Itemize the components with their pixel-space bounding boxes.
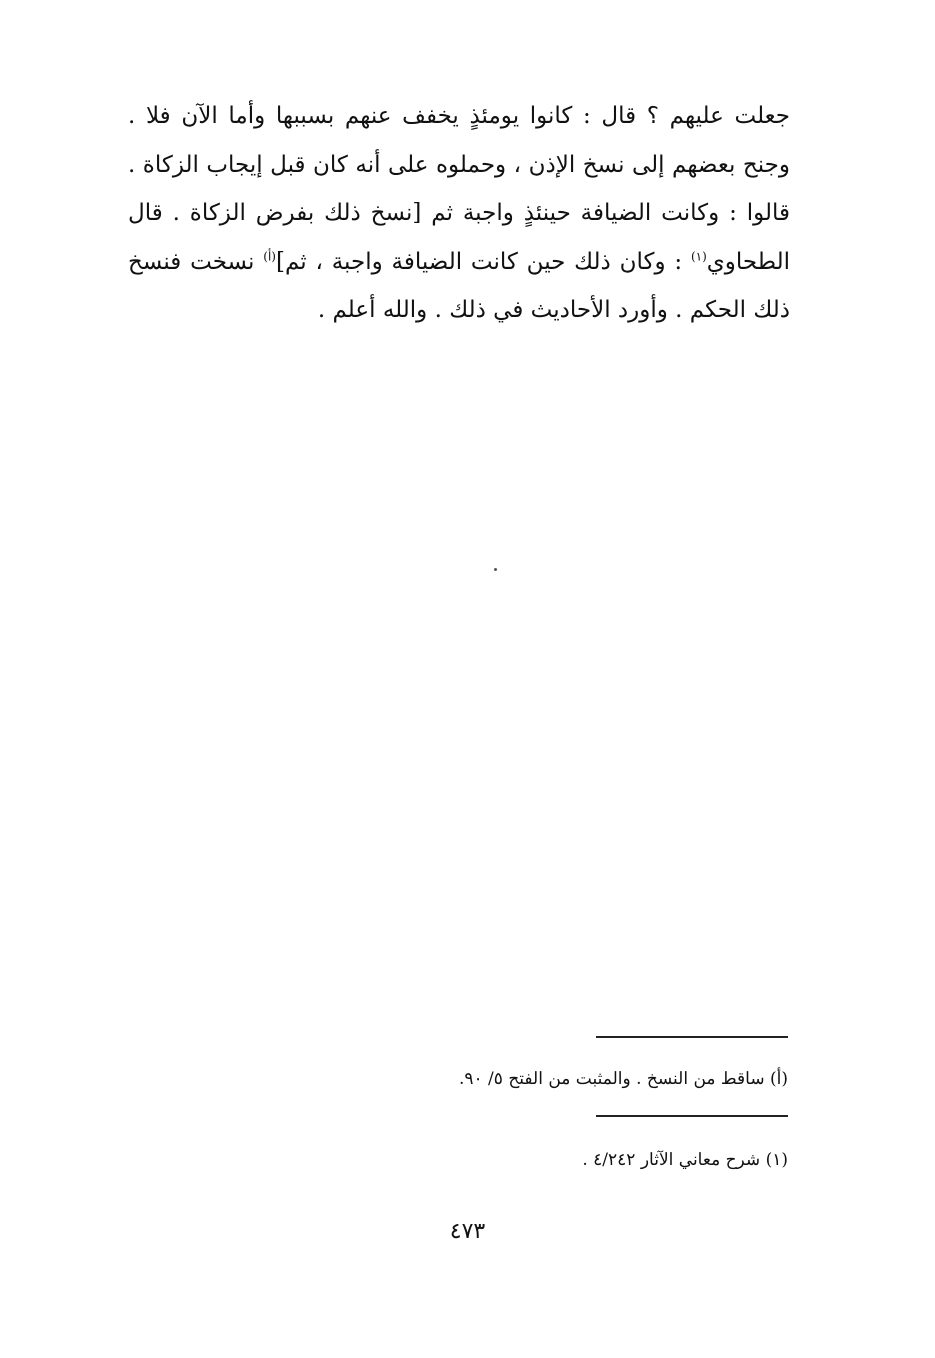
text-line-3: قالوا : وكانت الضيافة حينئذٍ واجبة ثم [نسخ ذلك بفرض الزكاة . قال <box>128 200 790 226</box>
print-speck <box>494 568 497 571</box>
text-line-1: جعلت عليهم ؟ قال : كانوا يومئذٍ يخفف عنهم بسببها وأما الآن فلا . <box>128 103 790 129</box>
text-line-4-part-2: : وكان ذلك حين كانت الضيافة واجبة ، ثم] <box>275 248 691 275</box>
text-line-5: ذلك الحكم . وأورد الأحاديث في ذلك . والله أعلم . <box>317 297 790 323</box>
text-line-4 <box>128 238 790 287</box>
footnote-source: (١) شرح معاني الآثار ٤/٢٤٢ . <box>582 1150 788 1170</box>
footnote-divider-2 <box>596 1115 788 1117</box>
text-line-2: وجنح بعضهم إلى نسخ الإذن ، وحملوه على أنه كان قبل إيجاب الزكاة . <box>128 151 790 178</box>
text-line-4-part-1: الطحاوي <box>706 248 790 275</box>
footnote-variant: (أ) ساقط من النسخ . والمثبت من الفتح ٥/ ٩٠. <box>458 1069 788 1089</box>
footnote-divider-1 <box>596 1036 788 1038</box>
footnote-ref-1: (١) <box>690 248 707 263</box>
main-text <box>128 92 790 335</box>
footnote-ref-a: (أ) <box>263 248 276 263</box>
page-number: ٤٧٣ <box>449 1219 486 1244</box>
text-line-4-part-3: نسخت فنسخ <box>128 248 264 275</box>
